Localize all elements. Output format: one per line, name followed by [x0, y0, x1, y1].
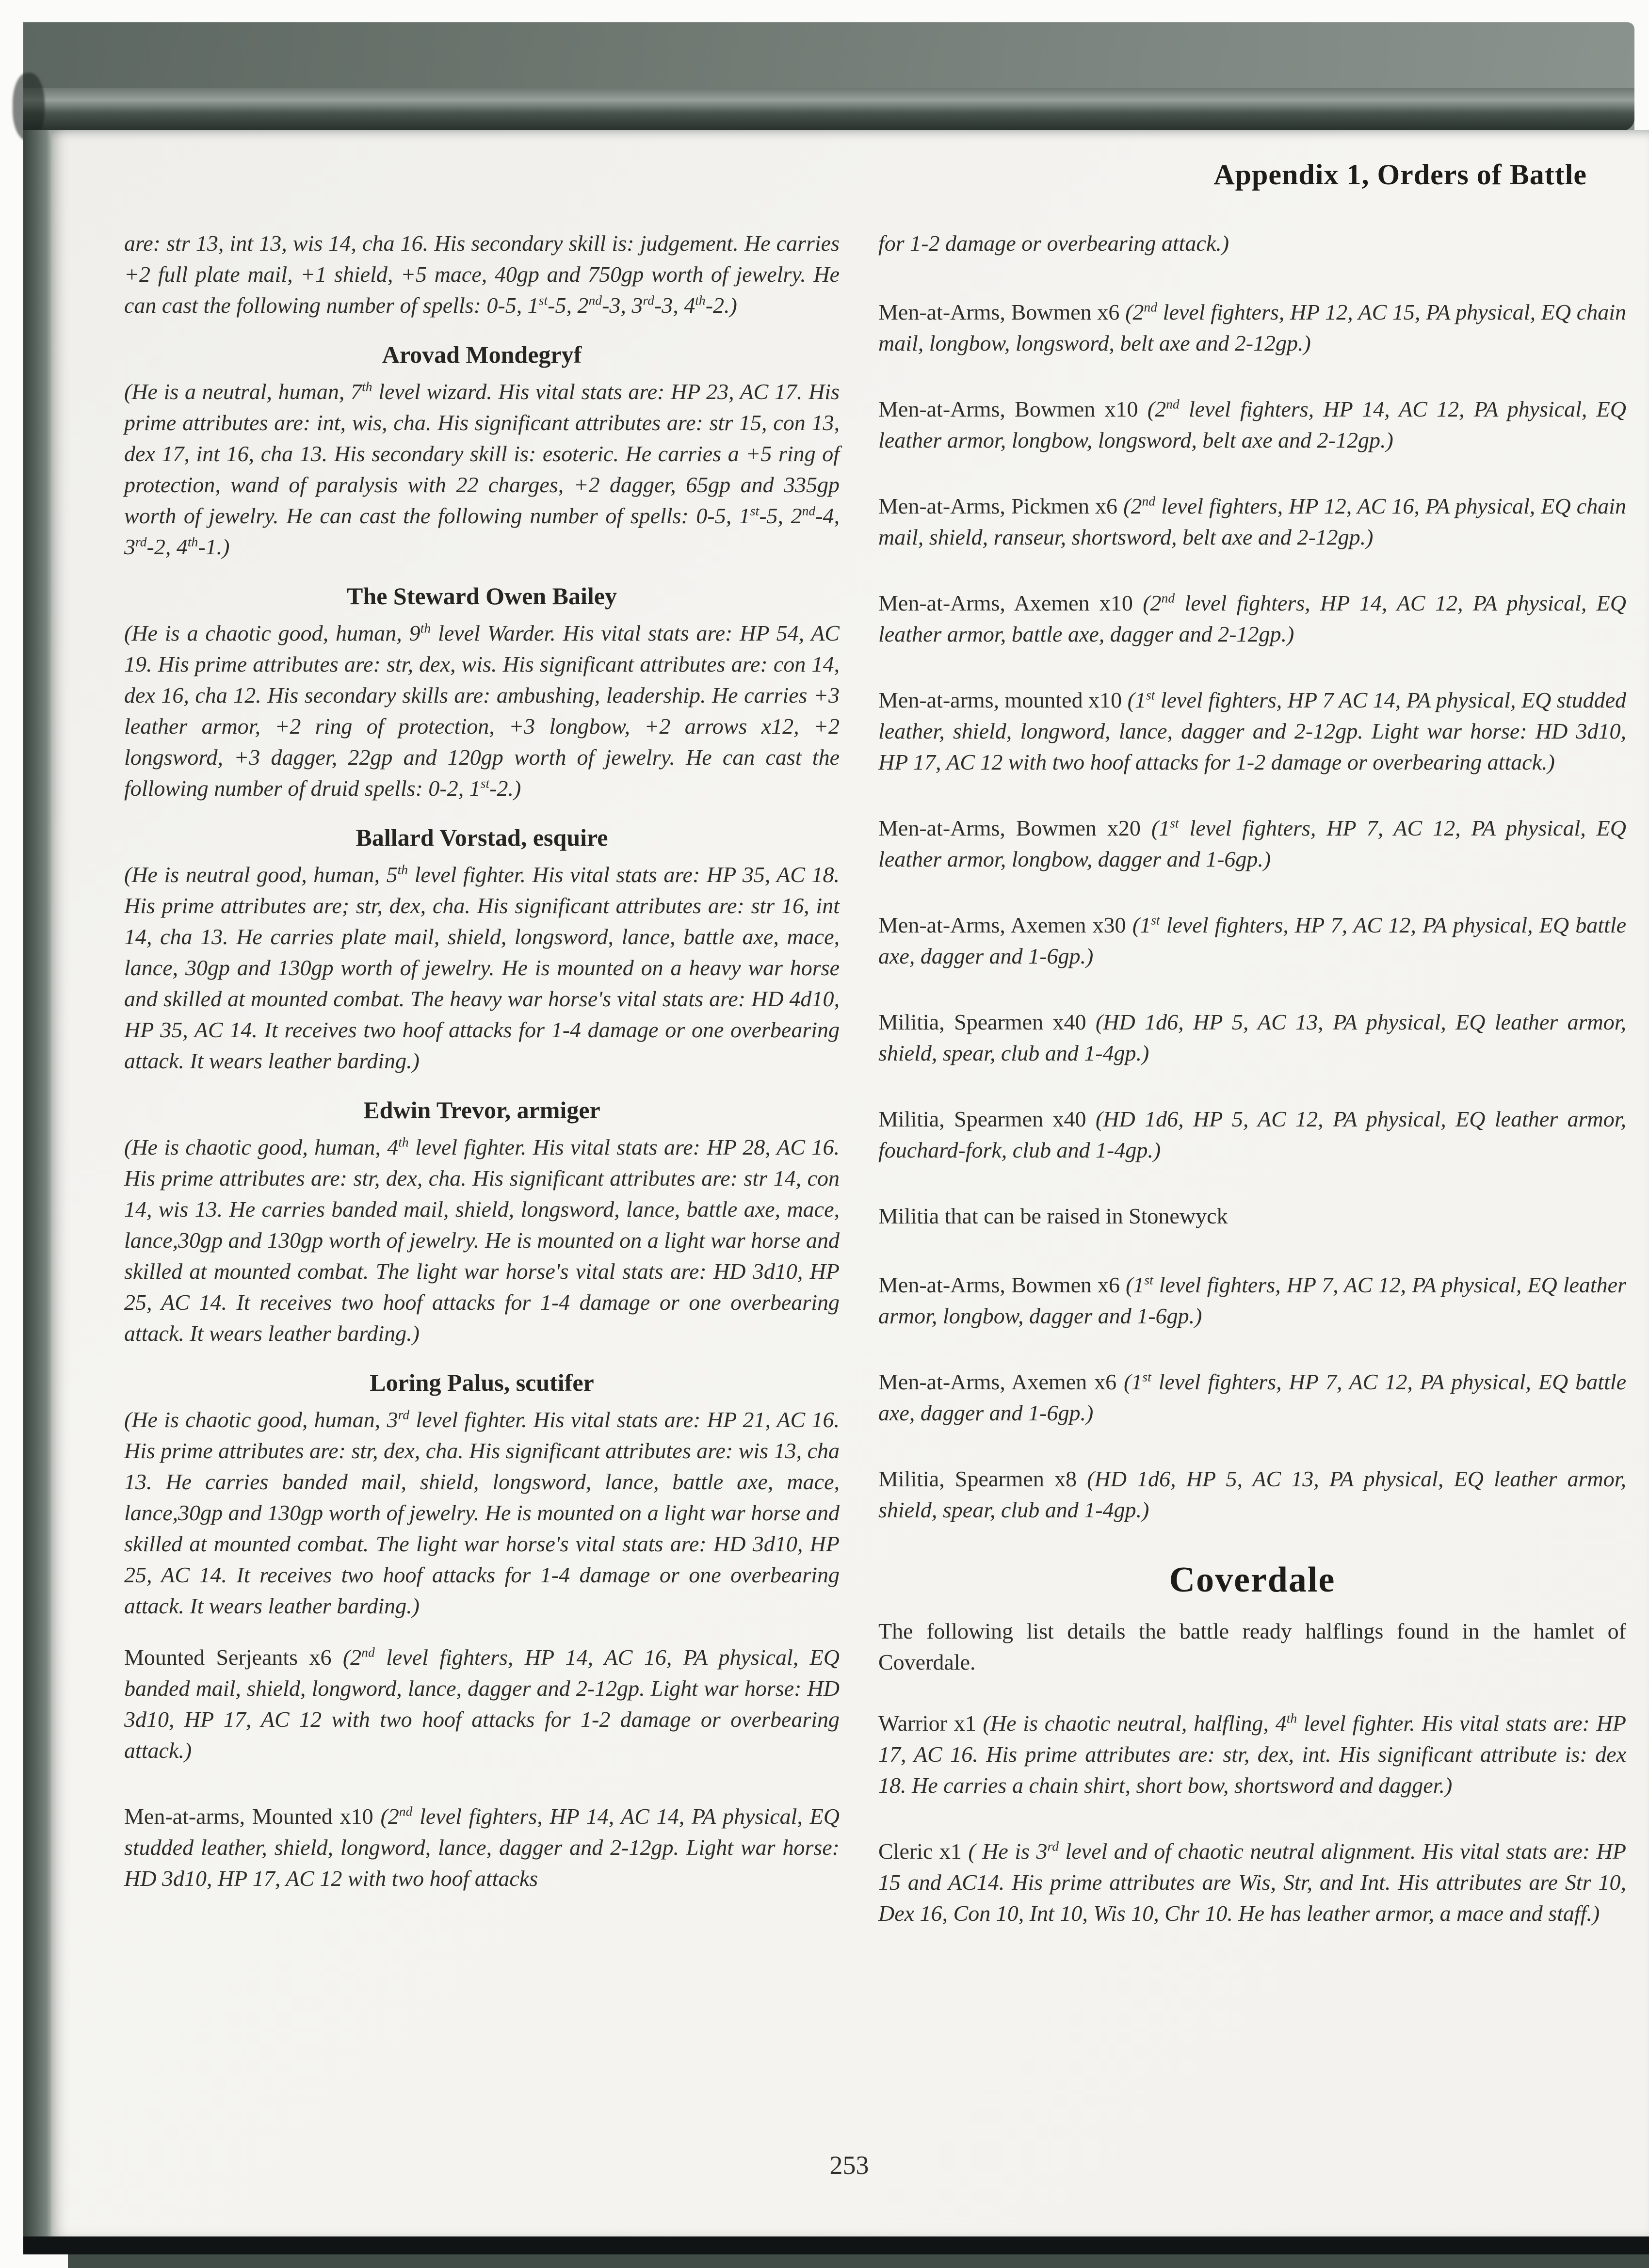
unit-name: Men-at-Arms, Pickmen x6 — [878, 494, 1124, 518]
unit-name: Mounted Serjeants x6 — [124, 1645, 343, 1670]
unit-stats: (1st level fighters, HP 7 AC 14, PA physical, EQ studded leather, shield, longword, lance, dagger and 2-12gp. Light war horse: HD 3d10, HP 17, AC 12 with two hoof attacks for 1-2 damage or overbearing attack.) — [878, 687, 1626, 774]
character-heading: Arovad Mondegryf — [382, 341, 582, 368]
character-heading: Edwin Trevor, armiger — [363, 1096, 600, 1124]
right-column — [878, 228, 1626, 1964]
character-description: (He is neutral good, human, 5th level fighter. His vital stats are: HP 35, AC 18. His prime attributes are; str, dex, cha. His significant attributes are: str 16, int 14, cha 13. He carries plate mail, shield, longsword, lance, battle axe, mace, lance, 30gp and 130gp worth of jewelry. He is mounted on a heavy war horse and skilled at mounted combat. The heavy war horse's vital stats are: HD 4d10, HP 35, AC 14. It receives two hoof attacks for 1-4 damage or one overbearing attack. It wears leather barding.) — [124, 862, 840, 1073]
unit-entry — [878, 297, 1626, 359]
unit-name: Men-at-Arms, Bowmen x6 — [878, 1272, 1126, 1297]
unit-stats: (HD 1d6, HP 5, AC 13, PA physical, EQ leather armor, shield, spear, club and 1-4gp.) — [878, 1010, 1627, 1065]
unit-entry — [878, 588, 1626, 650]
unit-name: Cleric x1 — [878, 1839, 969, 1864]
character-heading: The Steward Owen Bailey — [347, 582, 617, 610]
book-cover-rolled-edge — [23, 88, 1634, 131]
unit-stats: (2nd level fighters, HP 14, AC 16, PA physical, EQ banded mail, shield, longword, lance, dagger and 2-12gp. Light war horse: HD 3d10, HP 17, AC 12 with two hoof attacks for 1-2 damage or overbearing attack.) — [124, 1644, 840, 1763]
unit-stats: (1st level fighters, HP 7, AC 12, PA physical, EQ battle axe, dagger and 1-6gp.) — [878, 1369, 1626, 1425]
page-number: 253 — [829, 2151, 869, 2180]
unit-name: Men-at-arms, mounted x10 — [878, 688, 1128, 712]
unit-stats: (1st level fighters, HP 7, AC 12, PA physical, EQ leather armor, longbow, dagger and 1-6gp.) — [878, 815, 1626, 871]
unit-stats: (HD 1d6, HP 5, AC 12, PA physical, EQ leather armor, fouchard-fork, club and 1-4gp.) — [878, 1107, 1627, 1162]
unit-stats: (2nd level fighters, HP 14, AC 12, PA physical, EQ leather armor, longbow, longsword, belt axe and 2-12gp.) — [878, 396, 1626, 452]
paragraph-continuation: are: str 13, int 13, wis 14, cha 16. His secondary skill is: judgement. He carries +2 full plate mail, +1 shield, +5 mace, 40gp and 750gp worth of jewelry. He can cast the following number of spells: 0-5, 1st-5, 2nd-3, 3rd-3, 4th-2.) — [124, 231, 840, 318]
unit-name: Men-at-Arms, Axemen x6 — [878, 1369, 1124, 1394]
militia-note: Militia that can be raised in Stonewyck — [878, 1204, 1228, 1228]
book-page — [51, 130, 1649, 2236]
unit-stats: (He is chaotic neutral, halfling, 4th level fighter. His vital stats are: HP 17, AC 16. His prime attributes are: str, dex, int. His significant attribute is: dex 18. He carries a chain shirt, short bow, shortsword and dagger.) — [878, 1710, 1626, 1798]
book-cover-top-edge — [23, 22, 1634, 131]
unit-name: Warrior x1 — [878, 1711, 983, 1736]
unit-entry — [878, 685, 1626, 778]
unit-stats: (2nd level fighters, HP 14, AC 12, PA physical, EQ leather armor, battle axe, dagger and 2-12gp.) — [878, 590, 1627, 646]
unit-entry — [878, 1464, 1626, 1526]
unit-name: Men-at-Arms, Bowmen x6 — [878, 300, 1126, 324]
character-description: (He is chaotic good, human, 3rd level fighter. His vital stats are: HP 21, AC 16. His prime attributes are: str, dex, cha. His significant attributes are: wis 13, cha 13. He carries banded mail, shield, longsword, lance, battle axe, mace, lance,30gp and 130gp worth of jewelry. He is mounted on a light war horse and skilled at mounted combat. The light war horse's vital stats are: HD 3d10, HP 25, AC 14. It receives two hoof attacks for 1-4 damage or one overbearing attack. It wears leather barding.) — [124, 1407, 840, 1618]
unit-entry — [124, 1801, 840, 1894]
unit-name: Men-at-Arms, Bowmen x20 — [878, 816, 1151, 840]
left-column — [124, 228, 840, 1929]
coverdale-intro: The following list details the battle ready halflings found in the hamlet of Coverdale. — [878, 1619, 1626, 1674]
character-description: (He is a chaotic good, human, 9th level Warder. His vital stats are: HP 54, AC 19. His prime attributes are: str, dex, wis. His significant attributes are: con 14, dex 16, cha 12. His secondary skills are: ambushing, leadership. He carries +3 leather armor, +2 ring of protection, +3 longbow, +2 arrows x12, +2 longsword, +3 dagger, 22gp and 120gp worth of jewelry. He can cast the following number of druid spells: 0-2, 1st-2.) — [124, 620, 840, 801]
unit-name: Men-at-Arms, Axemen x30 — [878, 913, 1132, 937]
character-description: (He is chaotic good, human, 4th level fighter. His vital stats are: HP 28, AC 16. His prime attributes are: str, dex, cha. His significant attributes are: str 14, con 14, wis 13. He carries banded mail, shield, longsword, lance, battle axe, mace, lance,30gp and 130gp worth of jewelry. He is mounted on a light war horse and skilled at mounted combat. The light war horse's vital stats are: HD 3d10, HP 25, AC 14. It receives two hoof attacks for 1-4 damage or one overbearing attack. It wears leather barding.) — [124, 1134, 840, 1346]
unit-name: Militia, Spearmen x40 — [878, 1010, 1096, 1034]
paragraph-continuation: for 1-2 damage or overbearing attack.) — [878, 231, 1229, 256]
unit-name: Men-at-Arms, Bowmen x10 — [878, 397, 1148, 421]
unit-stats: (1st level fighters, HP 7, AC 12, PA physical, EQ battle axe, dagger and 1-6gp.) — [878, 912, 1627, 968]
page-bottom-edge — [23, 2236, 1649, 2254]
unit-entry — [878, 1104, 1626, 1166]
book-cover-left-edge — [23, 130, 51, 2237]
unit-stats: (2nd level fighters, HP 14, AC 14, PA physical, EQ studded leather, shield, longword, lance, dagger and 2-12gp. Light war horse: HD 3d10, HP 17, AC 12 with two hoof attacks — [124, 1803, 840, 1891]
unit-name: Men-at-arms, Mounted x10 — [124, 1804, 381, 1829]
unit-stats: (1st level fighters, HP 7, AC 12, PA physical, EQ leather armor, longbow, dagger and 1-6gp.) — [878, 1272, 1626, 1328]
coverdale-heading: Coverdale — [1169, 1560, 1336, 1600]
unit-entry — [878, 1007, 1626, 1069]
scanner-background-band — [68, 2254, 1649, 2268]
appendix-header: Appendix 1, Orders of Battle — [1213, 159, 1587, 191]
unit-stats: (HD 1d6, HP 5, AC 13, PA physical, EQ leather armor, shield, spear, club and 1-4gp.) — [878, 1466, 1626, 1522]
character-description: (He is a neutral, human, 7th level wizard. His vital stats are: HP 23, AC 17. His prime attributes are: int, wis, cha. His significant attributes are: str 15, con 13, dex 17, int 16, cha 13. His secondary skill is: esoteric. He carries a +5 ring of protection, wand of paralysis with 22 charges, +2 dagger, 65gp and 335gp worth of jewelry. He can cast the following number of spells: 0-5, 1st-5, 2nd-4, 3rd-2, 4th-1.) — [124, 379, 840, 559]
unit-entry — [878, 910, 1626, 972]
unit-entry — [878, 1836, 1626, 1929]
unit-entry — [878, 394, 1626, 456]
unit-name: Militia, Spearmen x8 — [878, 1466, 1087, 1491]
unit-entry — [878, 813, 1626, 875]
character-heading: Loring Palus, scutifer — [370, 1369, 594, 1396]
unit-stats: (2nd level fighters, HP 12, AC 16, PA physical, EQ chain mail, shield, ranseur, shortsword, belt axe and 2-12gp.) — [878, 493, 1626, 549]
unit-stats: ( He is 3rd level and of chaotic neutral alignment. His vital stats are: HP 15 and AC14. His prime attributes are Wis, Str, and Int. His attributes are Str 10, Dex 16, Con 10, Int 10, Wis 10, Chr 10. He has leather armor, a mace and staff.) — [878, 1838, 1626, 1926]
unit-stats: (2nd level fighters, HP 12, AC 15, PA physical, EQ chain mail, longbow, longsword, belt axe and 2-12gp.) — [878, 299, 1626, 355]
unit-entry — [878, 1270, 1626, 1332]
unit-name: Men-at-Arms, Axemen x10 — [878, 591, 1143, 615]
unit-entry — [878, 491, 1626, 553]
unit-entry — [878, 1367, 1626, 1429]
unit-entry — [124, 1642, 840, 1766]
unit-entry — [878, 1708, 1626, 1801]
character-heading: Ballard Vorstad, esquire — [356, 824, 608, 851]
unit-name: Militia, Spearmen x40 — [878, 1107, 1096, 1131]
